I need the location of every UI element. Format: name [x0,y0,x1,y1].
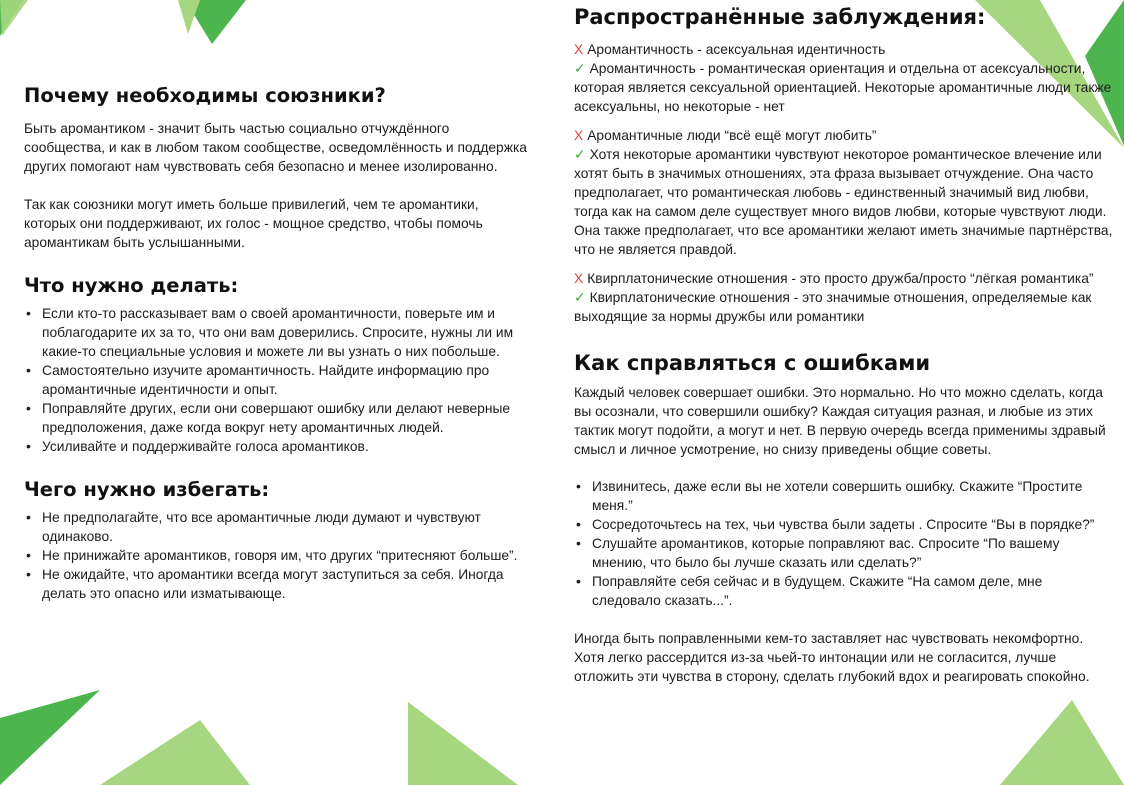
avoid-heading: Чего нужно избегать: [24,478,270,501]
check-icon: ✓ [574,147,586,162]
myth-wrong [574,40,1114,59]
myth-right-text: Хотя некоторые аромантики чувствуют некоторое романтическое влечение или хотят быть в значимых отношениях, эта фраза вызывает отчуждение. Она часто предполагает, что романтическая любовь - единственный значимый вид любви, тогда как на самом деле существует много видов любви, которые чувствуют люди. Она также предполагает, что все аромантики желают иметь значимые партнёрства, что не является правдой. [574,147,1113,257]
check-icon: ✓ [574,290,586,305]
triangle-bottom-left-light [100,720,250,785]
left-column [24,84,534,603]
why-paragraph-1: Быть аромантиком - значит быть частью социально отчуждённого сообщества, и как в любом таком сообществе, осведомлённость и поддержка других помогают нам чувствовать себя безопасно и менее изолированно. [24,121,527,174]
triangle-top-left-light [0,0,28,36]
myths-list [574,40,1114,326]
myth-right [574,145,1114,259]
list-item: • Слушайте аромантиков, которые поправляют вас. Спросите “По вашему мнению, что было бы лучше сказать или сделать?” [574,534,1114,572]
myth-wrong-text: Аромантичность - асексуальная идентичность [587,42,886,57]
myths-heading: Распространённые заблуждения: [574,5,986,29]
list-item: • Не предполагайте, что все аромантичные люди думают и чувствуют одинаково. [24,508,534,546]
list-item: • Не ожидайте, что аромантики всегда могут заступиться за себя. Иногда делать это опасно или изматывающе. [24,565,534,603]
myth-right-text: Аромантичность - романтическая ориентация и отдельна от асексуальности, которая является сексуальной ориентацией. Некоторые аромантичные люди также асексуальны, но некоторые - нет [574,61,1112,114]
list-item: • Если кто-то рассказывает вам о своей аромантичности, поверьте им и поблагодарите их за то, что они вам доверились. Спросите, нужны ли им какие-то специальные условия и можете ли вы узнать о них побольше. [24,304,534,361]
myth-wrong-text: Аромантичные люди “всё ещё могут любить” [587,128,877,143]
triangle-bottom-mid-light [408,702,518,785]
myth-item [574,40,1114,116]
mistakes-intro: Каждый человек совершает ошибки. Это нормально. Но что можно сделать, когда вы осознали, что совершили ошибку? Каждая ситуация разная, и любые из этих тактик могут подойти, а могут и нет. В первую очередь всегда применимы здравый смысл и личное усмотрение, но снизу приведены общие советы. [574,385,1106,457]
list-item: • Не принижайте аромантиков, говоря им, что других “притесняют больше”. [24,546,534,565]
avoid-list [24,508,534,603]
mistakes-heading: Как справляться с ошибками [574,351,931,375]
list-item: • Поправляйте других, если они совершают ошибку или делают неверные предположения, даже когда вокруг нету аромантичных людей. [24,399,534,437]
right-column [574,4,1114,686]
cross-icon: X [574,271,584,286]
cross-icon: X [574,128,584,143]
myth-right [574,59,1114,116]
myth-item [574,269,1114,326]
triangle-bottom-left-dark [0,690,100,785]
list-item: • Сосредоточьтесь на тех, чьи чувства были задеты . Спросите “Вы в порядке?” [574,515,1114,534]
triangle-bottom-right-light [1000,700,1124,785]
list-item: • Самостоятельно изучите аромантичность. Найдите информацию про аромантичные идентичности и опыт. [24,361,534,399]
why-allies-heading: Почему необходимы союзники? [24,84,386,107]
myth-right-text: Квирплатонические отношения - это значимые отношения, определяемые как выходящие за нормы дружбы или романтики [574,290,1092,324]
myth-wrong [574,269,1114,288]
mistakes-list [574,477,1114,610]
list-item: • Усиливайте и поддерживайте голоса аромантиков. [24,437,534,456]
list-item: • Извинитесь, даже если вы не хотели совершить ошибку. Скажите “Простите меня.” [574,477,1114,515]
mistakes-outro: Иногда быть поправленными кем-то заставляет нас чувствовать некомфортно. Хотя легко рассердится из-за чьей-то интонации или не согласится, лучше отложить эти чувства в сторону, сделать глубокий вдох и реагировать спокойно. [574,631,1090,684]
myth-item [574,126,1114,259]
cross-icon: X [574,42,584,57]
myth-wrong-text: Квирплатонические отношения - это просто дружба/просто “лёгкая романтика” [587,271,1094,286]
check-icon: ✓ [574,61,586,76]
why-paragraph-2: Так как союзники могут иметь больше привилегий, чем те аромантики, которых они поддерживают, их голос - мощное средство, чтобы помочь аромантикам быть услышанными. [24,197,483,250]
list-item: • Поправляйте себя сейчас и в будущем. Скажите “На самом деле, мне следовало сказать...”. [574,572,1114,610]
myth-right [574,288,1114,326]
myth-wrong [574,126,1114,145]
do-list [24,304,534,456]
do-heading: Что нужно делать: [24,274,239,297]
